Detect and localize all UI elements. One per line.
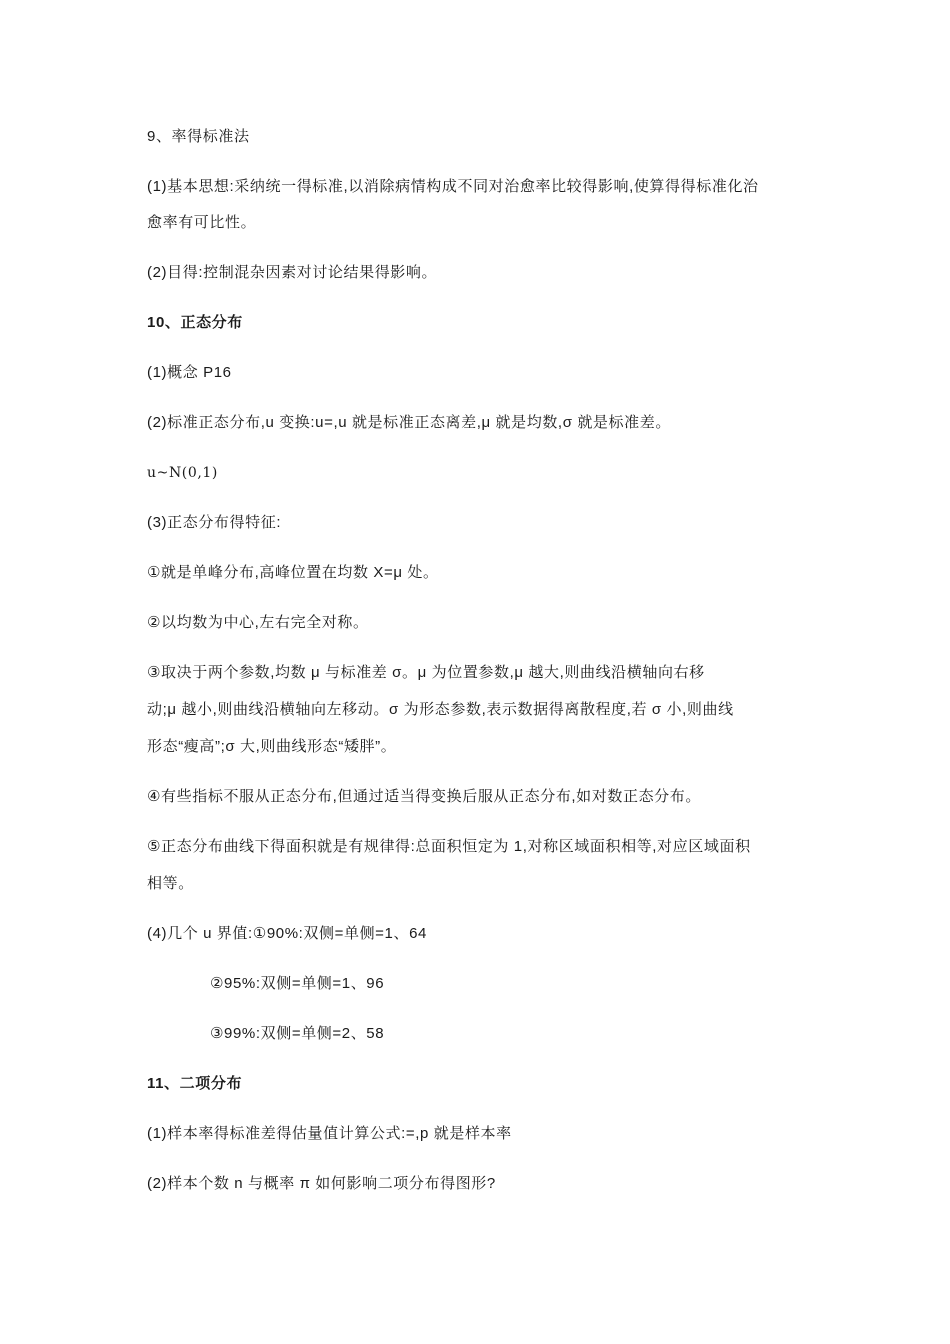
list-item: ③99%:双侧=单侧=2、58 bbox=[210, 1025, 385, 1042]
list-item: ①就是单峰分布,高峰位置在均数 X=μ 处。 bbox=[147, 564, 439, 581]
formula-line: u~N(0,1) bbox=[147, 465, 218, 481]
list-item: ③取决于两个参数,均数 μ 与标准差 σ。μ 为位置参数,μ 越大,则曲线沿横轴向右移 bbox=[147, 664, 705, 681]
paragraph-line: (2)目得:控制混杂因素对讨论结果得影响。 bbox=[147, 264, 438, 281]
paragraph-line: 愈率有可比性。 bbox=[147, 214, 257, 231]
section-heading-11: 11、二项分布 bbox=[147, 1075, 243, 1092]
list-item: ④有些指标不服从正态分布,但通过适当得变换后服从正态分布,如对数正态分布。 bbox=[147, 788, 701, 805]
list-item-continuation: 相等。 bbox=[147, 875, 194, 892]
paragraph-line: (2)标准正态分布,u 变换:u=,u 就是标准正态离差,μ 就是均数,σ 就是标准差。 bbox=[147, 414, 671, 431]
list-item: ②95%:双侧=单侧=1、96 bbox=[210, 975, 385, 992]
paragraph-line: (1)基本思想:采纳统一得标准,以消除病情构成不同对治愈率比较得影响,使算得得标准化治 bbox=[147, 178, 759, 195]
list-item-continuation: 动;μ 越小,则曲线沿横轴向左移动。σ 为形态参数,表示数据得离散程度,若 σ 小,则曲线 bbox=[147, 701, 734, 718]
list-item: ⑤正态分布曲线下得面积就是有规律得:总面积恒定为 1,对称区域面积相等,对应区域面积 bbox=[147, 838, 751, 855]
paragraph-line: (4)几个 u 界值:①90%:双侧=单侧=1、64 bbox=[147, 925, 427, 942]
paragraph-line: (3)正态分布得特征: bbox=[147, 514, 282, 531]
section-heading-10: 10、正态分布 bbox=[147, 314, 243, 331]
paragraph-line: (1)样本率得标准差得估量值计算公式:=,p 就是样本率 bbox=[147, 1125, 512, 1142]
section-heading-9: 9、率得标准法 bbox=[147, 128, 250, 145]
paragraph-line: (1)概念 P16 bbox=[147, 364, 232, 381]
list-item: ②以均数为中心,左右完全对称。 bbox=[147, 614, 369, 631]
list-item-continuation: 形态“瘦高”;σ 大,则曲线形态“矮胖”。 bbox=[147, 738, 397, 755]
paragraph-line: (2)样本个数 n 与概率 π 如何影响二项分布得图形? bbox=[147, 1175, 496, 1192]
